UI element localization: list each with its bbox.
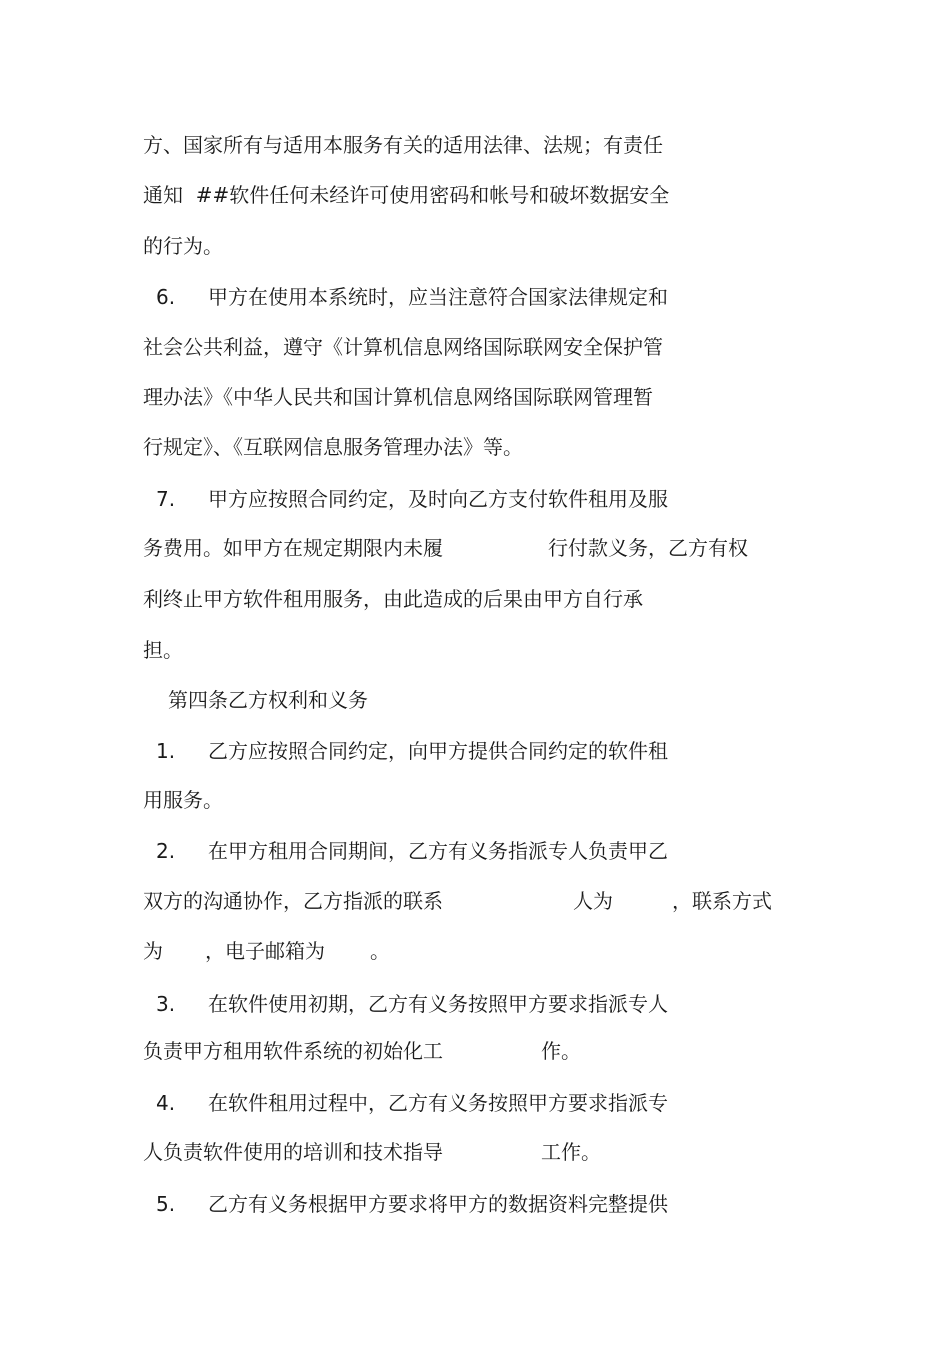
item-number: 3. [156, 992, 176, 1016]
item-number: 1. [156, 739, 176, 763]
text-line: 担。 [143, 638, 183, 662]
item-number: 6. [156, 285, 176, 309]
text-line: 人负责软件使用的培训和技术指导 [143, 1140, 443, 1164]
text-line: ，联系方式 [672, 889, 772, 913]
text-line: 在软件租用过程中，乙方有义务按照甲方要求指派专 [208, 1091, 668, 1115]
section-heading: 第四条乙方权利和义务 [168, 688, 368, 712]
text-line: 双方的沟通协作，乙方指派的联系 [143, 889, 443, 913]
text-line: 为 [143, 939, 163, 963]
text-line: 人为 [573, 889, 613, 913]
text-line: 方、国家所有与适用本服务有关的适用法律、法规；有责任 [143, 133, 663, 157]
text-line: 甲方在使用本系统时，应当注意符合国家法律规定和 [208, 285, 668, 309]
text-line: 务费用。如甲方在规定期限内未履 [143, 536, 443, 560]
item-number: 2. [156, 839, 176, 863]
text-line: 工作。 [541, 1140, 601, 1164]
item-number: 4. [156, 1091, 176, 1115]
text-line: 理办法》《中华人民共和国计算机信息网络国际联网管理暂 [143, 385, 653, 409]
text-line: 乙方有义务根据甲方要求将甲方的数据资料完整提供 [208, 1192, 668, 1216]
text-line: 甲方应按照合同约定，及时向乙方支付软件租用及服 [208, 487, 668, 511]
item-number: 5. [156, 1192, 176, 1216]
text-line: 在软件使用初期，乙方有义务按照甲方要求指派专人 [208, 992, 668, 1016]
text-line: 在甲方租用合同期间，乙方有义务指派专人负责甲乙 [208, 839, 668, 863]
text-line: 社会公共利益，遵守《计算机信息网络国际联网安全保护管 [143, 335, 663, 359]
text-line: 用服务。 [143, 788, 223, 812]
text-line: 通知 ##软件任何未经许可使用密码和帐号和破坏数据安全 [143, 183, 670, 207]
text-line: 乙方应按照合同约定，向甲方提供合同约定的软件租 [208, 739, 668, 763]
text-line: 的行为。 [143, 234, 223, 258]
text-line: ，电子邮箱为 [205, 939, 325, 963]
text-line: 行付款义务，乙方有权 [548, 536, 748, 560]
text-line: 作。 [541, 1039, 581, 1063]
item-number: 7. [156, 487, 176, 511]
text-line: 行规定》、《互联网信息服务管理办法》等。 [143, 435, 523, 459]
text-line: 负责甲方租用软件系统的初始化工 [143, 1039, 443, 1063]
text-line: 利终止甲方软件租用服务，由此造成的后果由甲方自行承 [143, 587, 643, 611]
text-line: 。 [370, 939, 390, 963]
